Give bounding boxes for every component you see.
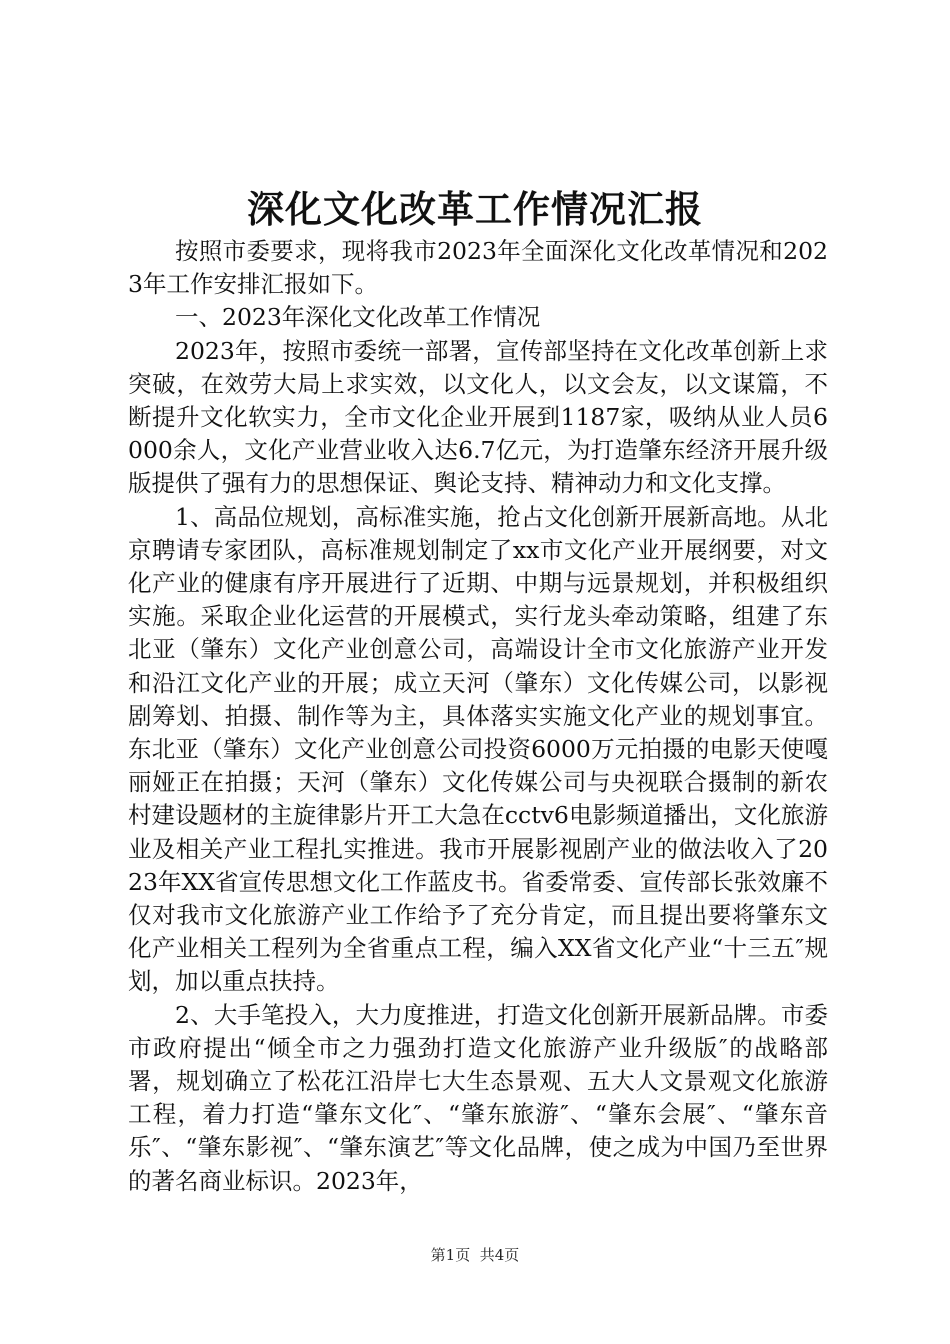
section-heading: 一、2023年深化文化改革工作情况 [175, 303, 541, 332]
paragraph-item-2: 2、大手笔投入，大力度推进，打造文化创新开展新品牌。市委市政府提出“倾全市之力强劲打造文化旅游产业升级版″的战略部署，规划确立了松花江沿岸七大生态景观、五大人文景观文化旅游工程，着力打造“肇东文化″、“肇东旅游″、“肇东会展″、“肇东音乐″、“肇东影视″、“肇东演艺″等文化品牌，使之成为中国乃至世界的著名商业标识。2023年， [128, 1000, 828, 1195]
paragraph-item-1: 1、高品位规划，高标准实施，抢占文化创新开展新高地。从北京聘请专家团队，高标准规划制定了xx市文化产业开展纲要，对文化产业的健康有序开展进行了近期、中期与远景规划，并积极组织实施。采取企业化运营的开展模式，实行龙头牵动策略，组建了东北亚（肇东）文化产业创意公司，高端设计全市文化旅游产业开发和沿江文化产业的开展；成立天河（肇东）文化传媒公司，以影视剧筹划、拍摄、制作等为主，具体落实实施文化产业的规划事宜。东北亚（肇东）文化产业创意公司投资6000万元拍摄的电影天使嘎丽娅正在拍摄；天河（肇东）文化传媒公司与央视联合摄制的新农村建设题材的主旋律影片开工大急在cctv6电影频道播出，文化旅游业及相关产业工程扎实推进。我市开展影视剧产业的做法收入了2023年XX省宣传思想文化工作蓝皮书。省委常委、宣传部长张效廉不仅对我市文化旅游产业工作给予了充分肯定，而且提出要将肇东文化产业相关工程列为全省重点工程，编入XX省文化产业“十三五″规划，加以重点扶持。 [128, 502, 828, 996]
page-total: 共4页 [479, 1246, 520, 1264]
page-number: 第1页 [430, 1246, 471, 1264]
paragraph-overview: 2023年，按照市委统一部署，宣传部坚持在文化改革创新上求突破，在效劳大局上求实效，以文化人，以文会友，以文谋篇，不断提升文化软实力，全市文化企业开展到1187家，吸纳从业人员6000余人，文化产业营业收入达6.7亿元，为打造肇东经济开展升级版提供了强有力的思想保证、舆论支持、精神动力和文化支撑。 [128, 336, 828, 498]
document-title: 深化文化改革工作情况汇报 [247, 187, 703, 231]
document-body [128, 235, 828, 1198]
page-footer [0, 1244, 950, 1266]
paragraph-intro: 按照市委要求，现将我市2023年全面深化文化改革情况和2023年工作安排汇报如下。 [128, 237, 828, 299]
